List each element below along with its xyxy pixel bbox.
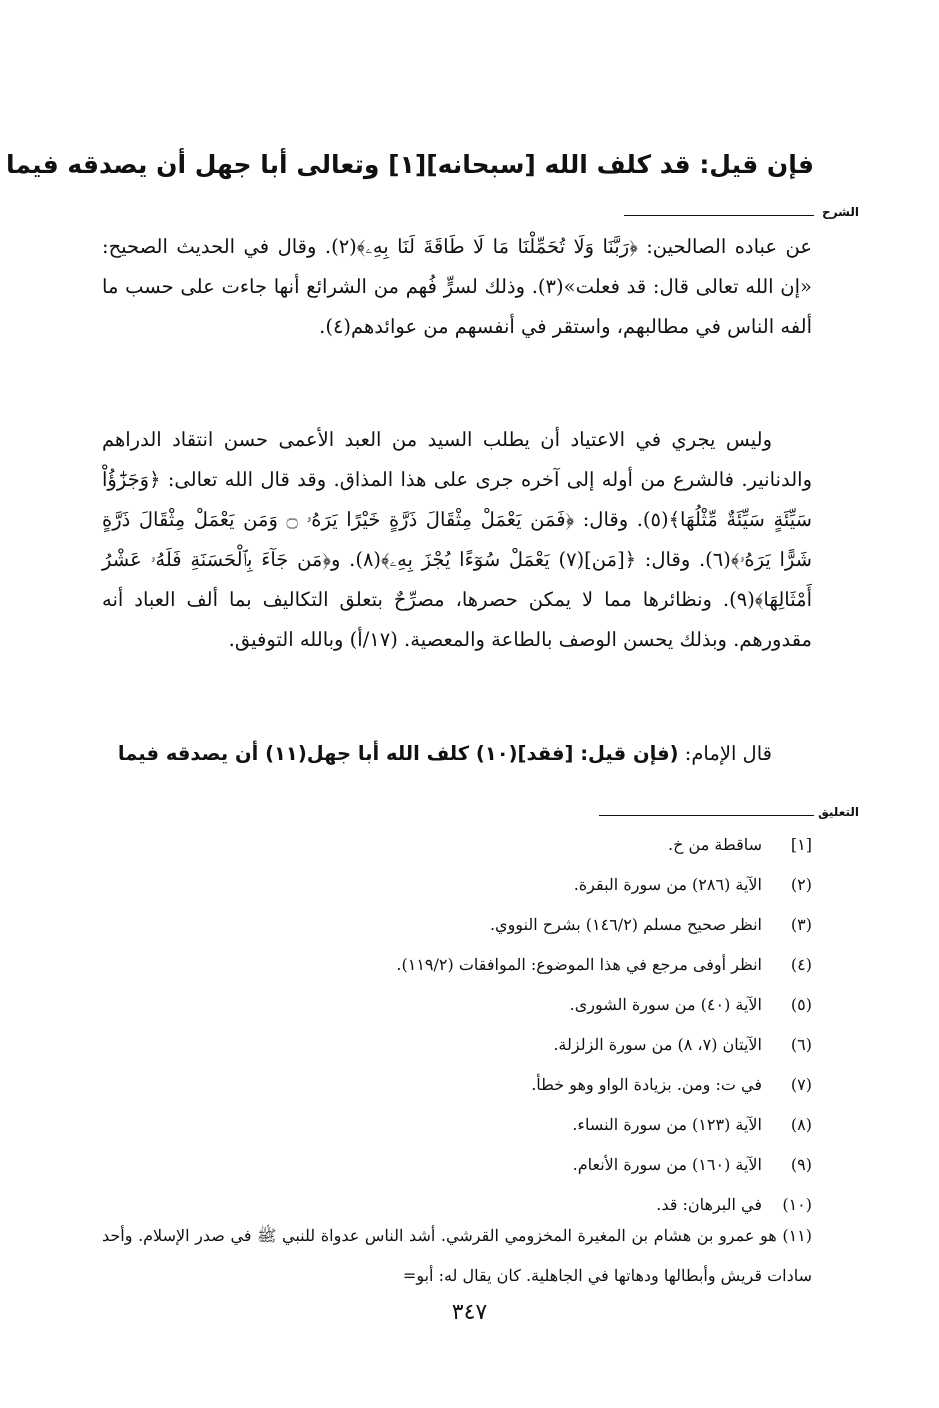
taliq-section-rule: [599, 815, 814, 816]
footnote-number: (٦): [790, 1034, 812, 1054]
footnote-item: [102, 944, 812, 984]
sharh-section-label: الشرح: [822, 205, 859, 219]
footnote-item: [102, 904, 812, 944]
footnote-text: الآية (٤٠) من سورة الشورى.: [569, 994, 762, 1014]
commentary-paragraph-2-text: وليس يجري في الاعتياد أن يطلب السيد من العبد الأعمى حسن انتقاد الدراهم والدنانير. فالشرع من أوله إلى آخره جرى على هذا المذاق. وقد قال الله تعالى: ﴿وَجَزَٰٓؤُاْ سَيِّئَةٍ سَيِّئَةٌ مِّثْلُهَا﴾(٥). وقال: ﴿فَمَن يَعْمَلْ مِثْقَالَ ذَرَّةٍ خَيْرًا يَرَهُۥ ۝ وَمَن يَعْمَلْ مِثْقَالَ ذَرَّةٍ شَرًّا يَرَهُۥ﴾(٦). وقال: ﴿[مَن](٧) يَعْمَلْ سُوٓءًا يُجْزَ بِهِۦ﴾(٨). و﴿مَن جَآءَ بِٱلْحَسَنَةِ فَلَهُۥ عَشْرُ أَمْثَالِهَا﴾(٩). ونظائرها مما لا يمكن حصرها، مصرِّحٌ بتعلق التكاليف بما ألف العباد أنه مقدورهم. وبذلك يحسن الوصف بالطاعة والمعصية. (١٧/أ) وبالله التوفيق.: [102, 428, 813, 651]
footnote-item: [102, 824, 812, 864]
footnote-item: [102, 864, 812, 904]
footnote-number: (١٠): [782, 1194, 812, 1214]
footnote-text: في البرهان: قد.: [656, 1194, 762, 1214]
footnote-number: (٢): [790, 874, 812, 894]
footnote-text: في ت: ومن. بزيادة الواو وهو خطأ.: [531, 1074, 762, 1094]
footnote-text: ساقطة من خ.: [668, 834, 762, 854]
footnote-text: الآيتان (٧، ٨) من سورة الزلزلة.: [553, 1034, 762, 1054]
footnote-11-long: (١١) هو عمرو بن هشام بن المغيرة المخزومي القرشي. أشد الناس عدواة للنبي ﷺ في صدر الإسلام. وأحد سادات قريش وأبطالها ودهاتها في الجاهلية. كان يقال له: أبو=: [102, 1226, 812, 1285]
commentary-paragraph-2: [102, 420, 812, 660]
footnote-text: الآية (٢٨٦) من سورة البقرة.: [573, 874, 762, 894]
footnote-number: (٥): [790, 994, 812, 1014]
page-number: ٣٤٧: [451, 1300, 488, 1325]
footnote-text: الآية (١٦٠) من سورة الأنعام.: [572, 1154, 762, 1174]
footnote-text: انظر صحيح مسلم (١٤٦/٢) بشرح النووي.: [489, 914, 762, 934]
footnote-item: [102, 1024, 812, 1064]
footnote-number: (٩): [790, 1154, 812, 1174]
commentary-paragraph-1: عن عباده الصالحين: ﴿رَبَّنَا وَلَا تُحَمِّلْنَا مَا لَا طَاقَةَ لَنَا بِهِۦ﴾(٢). وقال في الحديث الصحيح: «إن الله تعالى قال: قد فعلت»(٣). وذلك لسرٍّ فُهم من الشرائع أنها جاءت على حسب ما ألفه الناس في مطالبهم، واستقر في أنفسهم من عوائدهم(٤).: [102, 235, 812, 338]
footnote-item: [102, 984, 812, 1024]
footnote-number: (٧): [790, 1074, 812, 1094]
footnote-item: [102, 1064, 812, 1104]
footnote-number: (٣): [790, 914, 812, 934]
footnotes-list: [102, 824, 812, 1224]
sharh-section-rule: [624, 215, 814, 216]
imam-prefix: قال الإمام:: [678, 742, 772, 765]
footnote-text: الآية (١٢٣) من سورة النساء.: [572, 1114, 762, 1134]
taliq-section-label: التعليق: [818, 805, 859, 819]
footnote-item: [102, 1144, 812, 1184]
footnote-number: (٤): [790, 954, 812, 974]
imam-quote: (فإن قيل: [فقد](١٠) كلف الله أبا جهل(١١) أن يصدقه فيما: [117, 742, 679, 765]
footnote-number: [١]: [790, 834, 812, 854]
main-text-heading-line: فإن قيل: قد كلف الله [سبحانه][١] وتعالى أبا جهل أن يصدقه فيما: [6, 150, 814, 179]
footnote-number: (٨): [790, 1114, 812, 1134]
commentary-paragraph-3: [102, 734, 812, 774]
footnote-text: انظر أوفى مرجع في هذا الموضوع: الموافقات (١١٩/٢).: [396, 954, 762, 974]
footnote-item: [102, 1104, 812, 1144]
